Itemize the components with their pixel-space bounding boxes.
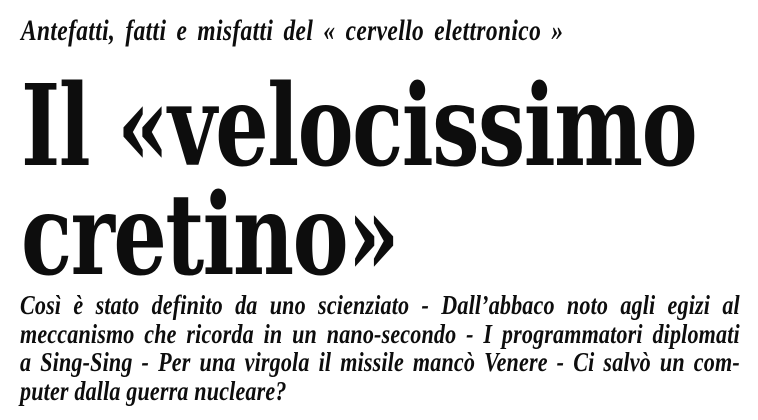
deck-line: Così è stato definito da uno scienziato - Dall’abbaco noto agli egizi al <box>20 290 740 320</box>
deck-line: puter dalla guerra nucleare? <box>20 375 287 406</box>
headline-line-1: Il «velocissimo <box>21 61 697 192</box>
deck-line: a Sing-Sing - Per una virgola il missile mancò Venere - Ci salvò un com- <box>20 347 740 378</box>
deck-line: meccanismo che ricorda in un nano-secondo - I programmatori diplomati <box>20 318 740 349</box>
kicker-line: Antefatti, fatti e misfatti del « cervello elettronico » <box>21 14 564 47</box>
headline <box>21 61 697 301</box>
headline-line-2: cretino» <box>21 170 399 301</box>
deck <box>20 291 740 405</box>
